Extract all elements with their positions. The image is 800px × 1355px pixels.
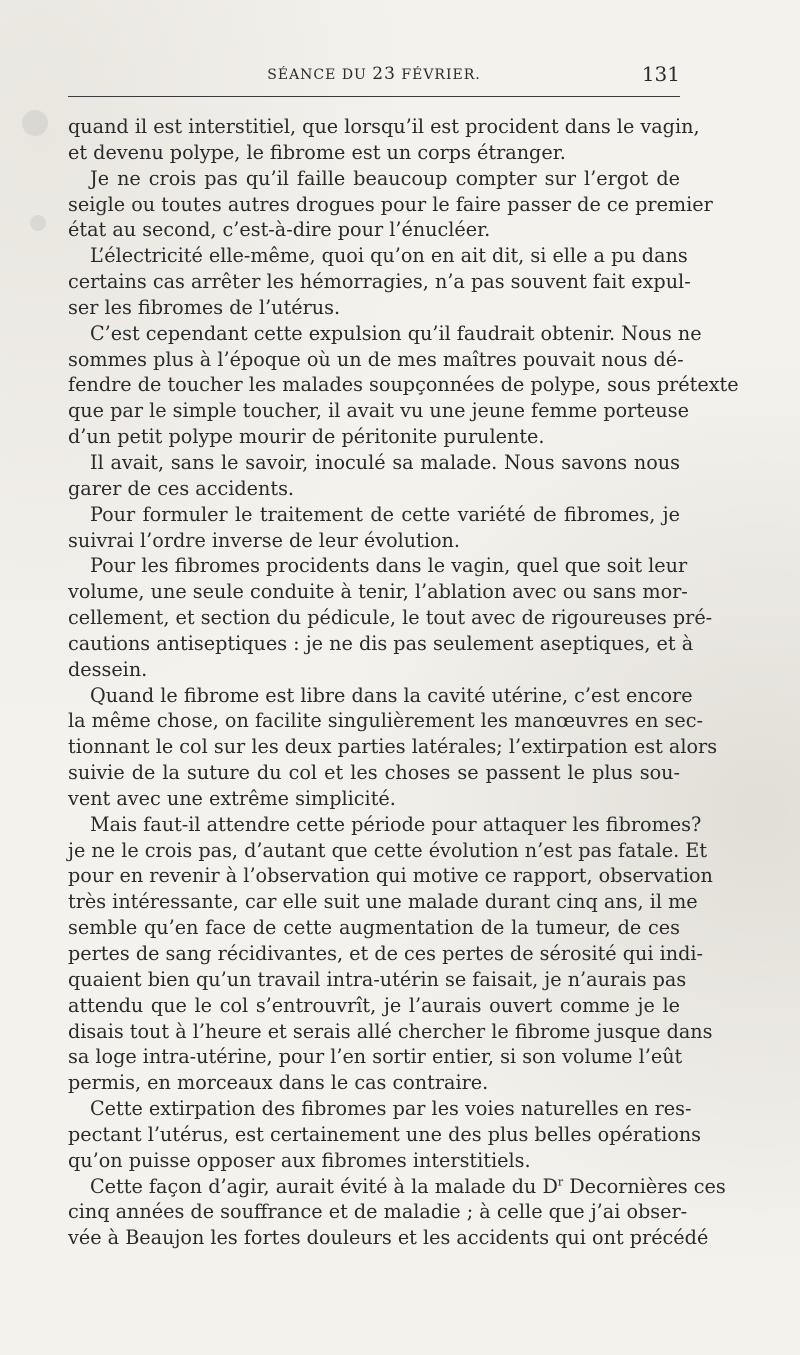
superscript-r: r	[557, 1175, 564, 1189]
final-line-1-start: Cette façon d’agir, aurait évité à la malade du D	[90, 1174, 558, 1198]
text-line: sommes plus à l’époque où un de mes maîtres pouvait nous dé-	[68, 347, 684, 371]
text-line: pertes de sang récidivantes, et de ces pertes de sérosité qui indi-	[68, 942, 704, 965]
text-line: Cette extirpation des fibromes par les voies naturelles en res-	[90, 1097, 692, 1121]
text-line: garer de ces accidents.	[68, 476, 295, 500]
text-line: vée à Beaujon les fortes douleurs et les accidents qui ont précédé	[68, 1226, 709, 1250]
text-line: pectant l’utérus, est certainement une des plus belles opérations	[68, 1122, 702, 1146]
text-line: je ne le crois pas, d’autant que cette évolution n’est pas fatale. Et	[68, 838, 708, 862]
ink-smudge	[30, 215, 46, 231]
text-line: Pour formuler le traitement de cette variété de fibromes, je	[90, 502, 680, 526]
running-title-suffix: FÉVRIER.	[395, 67, 481, 83]
text-line: cautions antiseptiques : je ne dis pas seulement aseptiques, et à	[68, 631, 694, 655]
text-line: qu’on puisse opposer aux fibromes interstitiels.	[68, 1148, 531, 1172]
text-line: sa loge intra-utérine, pour l’en sortir entier, si son volume l’eût	[68, 1045, 683, 1069]
header-rule	[68, 96, 680, 97]
ink-smudge	[22, 110, 48, 136]
text-line: suivie de la suture du col et les choses se passent le plus sou-	[68, 761, 680, 785]
text-line: suivrai l’ordre inverse de leur évolution.	[68, 528, 461, 552]
text-line: et devenu polype, le fibrome est un corps étranger.	[68, 140, 566, 164]
text-line: très intéressante, car elle suit une malade durant cinq ans, il me	[68, 890, 698, 914]
text-line: d’un petit polype mourir de péritonite purulente.	[68, 425, 545, 449]
text-line: attendu que le col s’entrouvrît, je l’aurais ouvert comme je le	[68, 993, 680, 1017]
text-line: semble qu’en face de cette augmentation de la tumeur, de ces	[68, 916, 680, 940]
text-line: ser les fibromes de l’utérus.	[68, 295, 341, 319]
text-line: cellement, et section du pédicule, le tout avec de rigoureuses pré-	[68, 606, 713, 630]
text-line: cinq années de souffrance et de maladie ; à celle que j’ai obser-	[68, 1200, 688, 1224]
text-line: pour en revenir à l’observation qui motive ce rapport, observation	[68, 864, 713, 888]
body-text	[68, 114, 739, 1251]
page-number: 131	[641, 62, 680, 86]
text-line: tionnant le col sur les deux parties latérales; l’extirpation est alors	[68, 735, 718, 759]
text-line: C’est cependant cette expulsion qu’il faudrait obtenir. Nous ne	[90, 321, 702, 345]
text-line: Pour les fibromes procidents dans le vagin, quel que soit leur	[90, 554, 688, 578]
text-line	[68, 1174, 726, 1200]
text-line: vent avec une extrême simplicité.	[68, 786, 396, 810]
running-title-prefix: SÉANCE DU	[267, 67, 373, 83]
text-line: Quand le fibrome est libre dans la cavité utérine, c’est encore	[90, 683, 693, 707]
text-line: quaient bien qu’un travail intra-utérin se faisait, je n’aurais pas	[68, 967, 687, 991]
text-line: volume, une seule conduite à tenir, l’ablation avec ou sans mor-	[68, 580, 688, 604]
text-line: dessein.	[68, 657, 148, 681]
text-lines	[68, 114, 739, 1174]
text-line: L’électricité elle-même, quoi qu’on en ait dit, si elle a pu dans	[90, 244, 688, 268]
text-line: état au second, c’est-à-dire pour l’énucléer.	[68, 218, 491, 242]
text-line: certains cas arrêter les hémorragies, n’a pas souvent fait expul-	[68, 270, 691, 294]
text-line: la même chose, on facilite singulièrement les manœuvres en sec-	[68, 709, 703, 733]
text-line: fendre de toucher les malades soupçonnées de polype, sous prétexte	[68, 373, 739, 397]
text-line: Je ne crois pas qu’il faille beaucoup compter sur l’ergot de	[90, 166, 680, 190]
final-line-1-end: Decornières ces	[563, 1174, 726, 1198]
text-line: seigle ou toutes autres drogues pour le faire passer de ce premier	[68, 192, 713, 216]
running-title	[68, 64, 680, 84]
page-header	[68, 62, 680, 86]
text-line: Mais faut-il attendre cette période pour attaquer les fibromes?	[90, 812, 702, 836]
running-title-date: 23	[372, 64, 396, 84]
text-line: Il avait, sans le savoir, inoculé sa malade. Nous savons nous	[90, 450, 680, 474]
text-line: que par le simple toucher, il avait vu une jeune femme porteuse	[68, 399, 689, 423]
text-line: disais tout à l’heure et serais allé chercher le fibrome jusque dans	[68, 1019, 713, 1043]
text-line: permis, en morceaux dans le cas contraire.	[68, 1071, 489, 1095]
text-line: quand il est interstitiel, que lorsqu’il est procident dans le vagin,	[68, 115, 700, 138]
